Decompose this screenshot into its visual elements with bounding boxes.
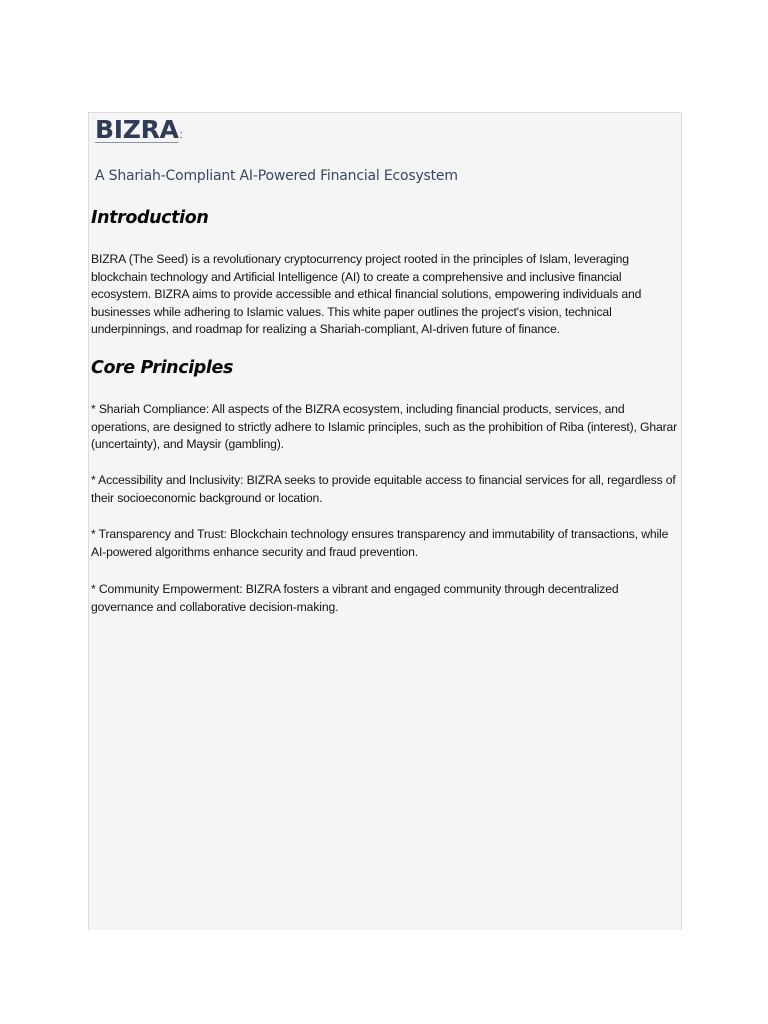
document-page xyxy=(88,112,682,930)
introduction-paragraph: BIZRA (The Seed) is a revolutionary cryptocurrency project rooted in the principles of Islam, leveraging blockchain technology and Artificial Intelligence (AI) to create a comprehensive and inclusive financial ecosystem. BIZRA aims to provide accessible and ethical financial solutions, empowering individuals and businesses while adhering to Islamic values. This white paper outlines the project's vision, technical underpinnings, and roadmap for realizing a Shariah-compliant, AI-driven future of finance. xyxy=(91,252,642,336)
title-row xyxy=(95,115,183,144)
principle-accessibility: * Accessibility and Inclusivity: BIZRA seeks to provide equitable access to financial services for all, regardless of their socioeconomic background or location. xyxy=(91,473,676,505)
document-subtitle: A Shariah-Compliant AI-Powered Financial Ecosystem xyxy=(95,168,458,184)
title-colon: : xyxy=(179,129,183,141)
principle-shariah-compliance: * Shariah Compliance: All aspects of the BIZRA ecosystem, including financial products, services, and operations, are designed to strictly adhere to Islamic principles, such as the prohibition of Riba (interest), Gharar (uncertainty), and Maysir (gambling). xyxy=(91,402,678,451)
principle-community-empowerment: * Community Empowerment: BIZRA fosters a vibrant and engaged community through decentralized governance and collaborative decision-making. xyxy=(91,582,619,614)
section-heading-core-principles: Core Principles xyxy=(91,358,234,378)
principle-transparency: * Transparency and Trust: Blockchain technology ensures transparency and immutability of transactions, while AI-powered algorithms enhance security and fraud prevention. xyxy=(91,527,669,559)
document-title: BIZRA xyxy=(95,115,179,144)
section-heading-introduction: Introduction xyxy=(91,208,209,228)
